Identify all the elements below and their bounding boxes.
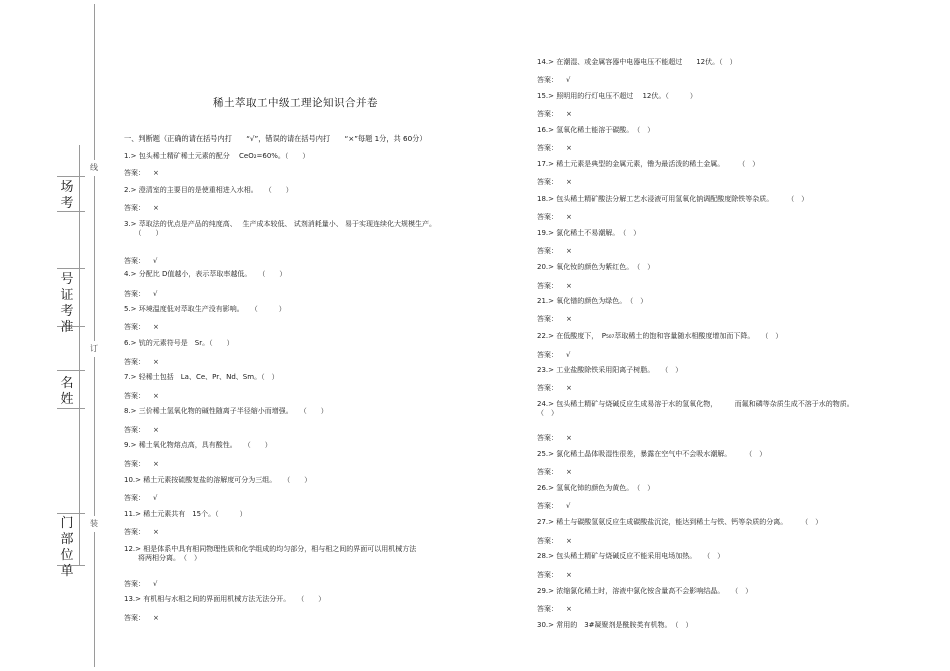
answer-line (537, 212, 572, 222)
answer-value: √ (153, 257, 158, 265)
binding-line-left (79, 145, 80, 565)
answer-line (124, 289, 157, 299)
seal-mark-line: 线 (86, 160, 102, 176)
question-text: 23.> 工业盐酸除铁采用阳离子树脂。 （ ） (537, 366, 683, 374)
answer-value: × (566, 434, 572, 442)
answer-value: × (153, 323, 159, 331)
question-text: 22.> 在低酸度下， P₅₀₇萃取稀土的饱和容量随水相酸度增加而下降。 （ ） (537, 332, 783, 340)
answer-value: × (566, 468, 572, 476)
question-text: 29.> 浓缩氯化稀土时，溶液中氯化铵含量高不会影响结晶。 （ ） (537, 587, 753, 595)
answer-line (537, 604, 572, 614)
answer-line (124, 168, 159, 178)
document-title: 稀土萃取工中级工理论知识合并卷 (213, 97, 378, 109)
answer-label: 答案： (124, 169, 145, 177)
name-label: 名姓 (60, 376, 74, 407)
section-heading: 一、判断题（正确的请在括号内打 “√”，错误的请在括号内打 “×”每题 1分，共 60分） (124, 134, 427, 143)
question-text: 27.> 稀土与碳酸氢氨反应生成碳酸盐沉淀，能达到稀土与铁、钙等杂质的分离。 （ ） (537, 518, 823, 526)
answer-value: × (153, 614, 159, 622)
question-text: 18.> 包头稀土精矿酸法分解工艺水浸液可用氢氧化钠调配酸度除铁等杂质。 （ ） (537, 195, 809, 203)
answer-label: 答案： (537, 384, 558, 392)
answer-line (537, 350, 570, 360)
question-text: 19.> 氯化稀土不易潮解。 （ ） (537, 229, 641, 237)
answer-label: 答案： (537, 213, 558, 221)
exam-room-label: 场考 (60, 180, 74, 211)
question-text: 21.> 氧化镨的颜色为绿色。 （ ） (537, 297, 648, 305)
binding-tick (57, 408, 85, 409)
answer-label: 答案： (124, 204, 145, 212)
answer-label: 答案： (124, 323, 145, 331)
answer-label: 答案： (537, 468, 558, 476)
question-text: 9.> 稀土氧化物熔点高，具有酸性。 （ ） (124, 441, 272, 449)
binding-tick (57, 268, 85, 269)
answer-value: × (566, 315, 572, 323)
answer-line (124, 425, 159, 435)
answer-line (124, 613, 159, 623)
answer-line (537, 109, 572, 119)
answer-value: √ (153, 494, 158, 502)
question-text: 25.> 氯化稀土晶体吸湿性很差，暴露在空气中不会吸水潮解。 （ ） (537, 450, 767, 458)
answer-line (537, 75, 570, 85)
question-text: 10.> 稀土元素按硫酸复盐的溶解度可分为三组。 （ ） (124, 476, 312, 484)
answer-line (124, 256, 157, 266)
answer-value: √ (566, 76, 571, 84)
answer-line (124, 459, 159, 469)
binding-tick (57, 176, 85, 177)
question-text: 20.> 氧化钕的颜色为紫红色。 （ ） (537, 263, 655, 271)
question-text: 17.> 稀土元素是典型的金属元素，镥为最活泼的稀土金属。 （ ） (537, 160, 760, 168)
question-text: 13.> 有机相与水相之间的界面用机械方法无法分开。 （ ） (124, 595, 326, 603)
answer-value: × (153, 358, 159, 366)
answer-value: × (566, 213, 572, 221)
question-text: 3.> 萃取法的优点是产品的纯度高、 生产成本较低、 试剂消耗量小、 易于实现连续化大规模生产。 （ ） (124, 220, 436, 237)
answer-value: × (566, 537, 572, 545)
answer-line (124, 357, 159, 367)
answer-line (537, 570, 572, 580)
answer-value: √ (153, 290, 158, 298)
question-text: 14.> 在潮湿、或金属容器中电器电压不能超过 12伏。（ ） (537, 58, 737, 66)
answer-value: √ (153, 580, 158, 588)
answer-line (537, 314, 572, 324)
answer-line (537, 281, 572, 291)
answer-line (124, 322, 159, 332)
answer-line (537, 246, 572, 256)
question-text: 8.> 三价稀土氢氧化物的碱性随离子半径缩小而增强。 （ ） (124, 407, 328, 415)
answer-line (124, 203, 159, 213)
answer-value: × (153, 460, 159, 468)
answer-value: √ (566, 502, 571, 510)
question-text: 4.> 分配比 D值越小，表示萃取率越低。 （ ） (124, 270, 287, 278)
answer-line (537, 143, 572, 153)
answer-label: 答案： (124, 460, 145, 468)
answer-line (124, 527, 159, 537)
answer-line (537, 501, 570, 511)
answer-line (537, 467, 572, 477)
question-text: 11.> 稀土元素共有 15个。（ ） (124, 510, 247, 518)
answer-label: 答案： (124, 358, 145, 366)
answer-label: 答案： (124, 528, 145, 536)
question-text: 7.> 轻稀土包括 La、Ce、Pr、Nd、Sm。（ ） (124, 373, 279, 381)
answer-line (124, 493, 157, 503)
department-label: 门部位单 (60, 516, 74, 579)
answer-label: 答案： (537, 351, 558, 359)
answer-label: 答案： (124, 290, 145, 298)
answer-label: 答案： (537, 571, 558, 579)
exam-id-label: 号证考准 (60, 272, 74, 335)
answer-value: × (566, 605, 572, 613)
answer-line (124, 579, 157, 589)
question-text: 12.> 相是体系中具有相同物理性质和化学组成的均匀部分，相与相之间的界面可以用机械方法 将两相分离。 （ ） (124, 545, 417, 562)
answer-label: 答案： (537, 434, 558, 442)
binding-tick (57, 513, 85, 514)
answer-label: 答案： (124, 257, 145, 265)
binding-line-outer (94, 4, 95, 667)
seal-mark-bind: 订 (86, 341, 102, 357)
answer-value: × (153, 169, 159, 177)
question-text: 26.> 氢氧化铈的颜色为黄色。 （ ） (537, 484, 655, 492)
answer-line (537, 177, 572, 187)
question-text: 15.> 照明用的行灯电压不超过 12伏。（ ） (537, 92, 697, 100)
answer-label: 答案： (537, 537, 558, 545)
answer-label: 答案： (537, 144, 558, 152)
answer-value: × (566, 282, 572, 290)
answer-value: × (566, 247, 572, 255)
answer-line (124, 391, 159, 401)
answer-label: 答案： (537, 110, 558, 118)
answer-line (537, 383, 572, 393)
answer-value: × (153, 392, 159, 400)
answer-label: 答案： (537, 315, 558, 323)
question-text: 24.> 包头稀土精矿与烧碱反应生成易溶于水的氢氧化物， 而氟和磷等杂质生成不溶于水的物质。 （ ） (537, 400, 854, 417)
question-text: 16.> 氢氧化稀土能溶于碳酸。 （ ） (537, 126, 655, 134)
binding-tick (57, 370, 85, 371)
answer-value: × (566, 571, 572, 579)
question-text: 1.> 包头稀土精矿稀土元素的配分 CeO₂=60%。（ ） (124, 152, 310, 160)
answer-value: × (153, 204, 159, 212)
answer-label: 答案： (537, 605, 558, 613)
answer-label: 答案： (537, 76, 558, 84)
answer-value: × (566, 110, 572, 118)
answer-value: × (566, 178, 572, 186)
answer-line (537, 433, 572, 443)
answer-value: × (566, 144, 572, 152)
answer-value: √ (566, 351, 571, 359)
answer-value: × (153, 528, 159, 536)
seal-mark-seal: 装 (86, 516, 102, 532)
answer-label: 答案： (124, 392, 145, 400)
answer-value: × (153, 426, 159, 434)
question-text: 30.> 常用的 3#凝聚剂是酰胺类有机物。 （ ） (537, 621, 693, 629)
question-text: 2.> 澄清室的主要目的是使重相进入水相。 （ ） (124, 186, 293, 194)
answer-label: 答案： (124, 580, 145, 588)
answer-label: 答案： (124, 494, 145, 502)
answer-label: 答案： (537, 282, 558, 290)
question-text: 28.> 包头稀土精矿与烧碱反应不能采用电场加热。 （ ） (537, 552, 725, 560)
answer-line (537, 536, 572, 546)
answer-label: 答案： (124, 426, 145, 434)
answer-value: × (566, 384, 572, 392)
question-text: 6.> 钪的元素符号是 Sr。（ ） (124, 339, 234, 347)
answer-label: 答案： (124, 614, 145, 622)
question-text: 5.> 环境温度低对萃取生产没有影响。 （ ） (124, 305, 286, 313)
answer-label: 答案： (537, 247, 558, 255)
answer-label: 答案： (537, 178, 558, 186)
answer-label: 答案： (537, 502, 558, 510)
